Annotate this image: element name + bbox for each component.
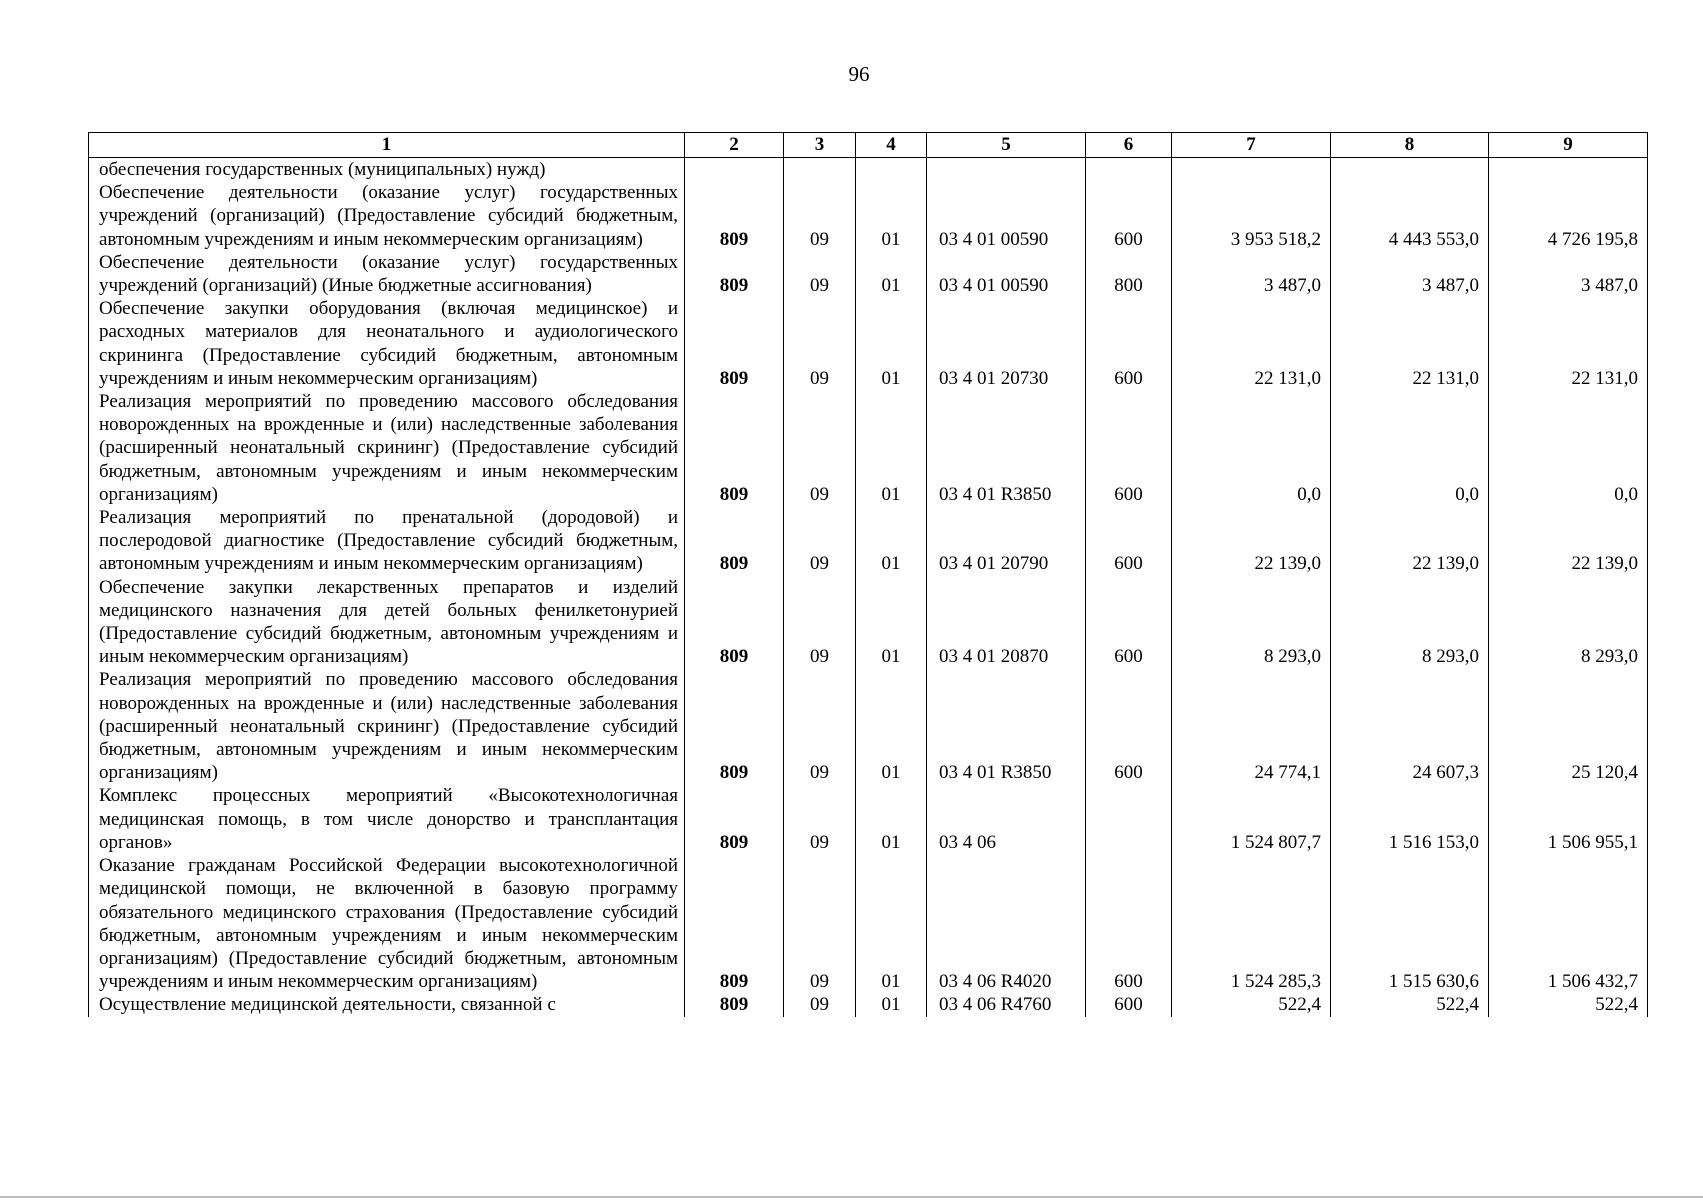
row-amount-year3-cell: 1 506 955,1 — [1489, 784, 1648, 854]
row-amount-year2-cell: 0,0 — [1331, 390, 1489, 506]
row-name-cell: обеспечения государственных (муниципальных) нужд) — [89, 158, 685, 182]
table-row — [89, 784, 1648, 854]
row-expense-type-cell: 600 — [1086, 854, 1172, 993]
row-target-article-cell: 03 4 06 — [927, 784, 1086, 854]
table-body — [89, 158, 1648, 1017]
table-row — [89, 297, 1648, 390]
table-row — [89, 854, 1648, 993]
row-amount-year3-cell: 4 726 195,8 — [1489, 181, 1648, 251]
table-row — [89, 506, 1648, 576]
row-section-cell: 09 — [784, 506, 856, 576]
row-amount-year2-cell — [1331, 158, 1489, 182]
row-ministry-cell: 809 — [685, 251, 784, 297]
header-col-7: 7 — [1172, 133, 1331, 158]
row-target-article-cell: 03 4 01 20870 — [927, 576, 1086, 669]
row-target-article-cell — [927, 158, 1086, 182]
row-name-cell: Оказание гражданам Российской Федерации высокотехнологичной медицинской помощи, не включенной в базовую программу обязательного медицинского страхования (Предоставление субсидий бюджетным, автономным учреждениям и иным некоммерческим организациям) (Предоставление субсидий бюджетным, автономным учреждениям и иным некоммерческим организациям) — [89, 854, 685, 993]
row-ministry-cell: 809 — [685, 181, 784, 251]
table-header-row — [89, 133, 1648, 158]
row-subsection-cell: 01 — [856, 251, 927, 297]
header-col-5: 5 — [927, 133, 1086, 158]
row-ministry-cell: 809 — [685, 576, 784, 669]
row-section-cell: 09 — [784, 854, 856, 993]
header-col-6: 6 — [1086, 133, 1172, 158]
row-name-cell: Обеспечение закупки оборудования (включая медицинское) и расходных материалов для неонатального и аудиологического скрининга (Предоставление субсидий бюджетным, автономным учреждениям и иным некоммерческим организациям) — [89, 297, 685, 390]
header-col-3: 3 — [784, 133, 856, 158]
row-amount-year3-cell: 0,0 — [1489, 390, 1648, 506]
row-section-cell: 09 — [784, 668, 856, 784]
row-amount-year1-cell: 3 953 518,2 — [1172, 181, 1331, 251]
row-subsection-cell: 01 — [856, 993, 927, 1016]
table-row — [89, 993, 1648, 1016]
row-amount-year2-cell: 1 516 153,0 — [1331, 784, 1489, 854]
table-row — [89, 576, 1648, 669]
table-row — [89, 390, 1648, 506]
row-expense-type-cell: 800 — [1086, 251, 1172, 297]
row-name-cell: Обеспечение закупки лекарственных препаратов и изделий медицинского назначения для детей больных фенилкетонурией (Предоставление субсидий бюджетным, автономным учреждениям и иным некоммерческим организациям) — [89, 576, 685, 669]
row-target-article-cell: 03 4 01 R3850 — [927, 390, 1086, 506]
row-ministry-cell: 809 — [685, 993, 784, 1016]
row-expense-type-cell: 600 — [1086, 993, 1172, 1016]
row-section-cell: 09 — [784, 181, 856, 251]
row-ministry-cell: 809 — [685, 297, 784, 390]
row-name-cell: Комплекс процессных мероприятий «Высокотехнологичная медицинская помощь, в том числе донорство и трансплантация органов» — [89, 784, 685, 854]
row-subsection-cell: 01 — [856, 181, 927, 251]
row-section-cell: 09 — [784, 993, 856, 1016]
row-target-article-cell: 03 4 01 R3850 — [927, 668, 1086, 784]
header-col-2: 2 — [685, 133, 784, 158]
row-subsection-cell: 01 — [856, 506, 927, 576]
row-amount-year2-cell: 1 515 630,6 — [1331, 854, 1489, 993]
header-col-1: 1 — [89, 133, 685, 158]
row-ministry-cell: 809 — [685, 506, 784, 576]
row-subsection-cell: 01 — [856, 297, 927, 390]
row-section-cell: 09 — [784, 297, 856, 390]
row-target-article-cell: 03 4 06 R4760 — [927, 993, 1086, 1016]
row-subsection-cell: 01 — [856, 668, 927, 784]
row-amount-year3-cell: 22 131,0 — [1489, 297, 1648, 390]
row-amount-year2-cell: 22 139,0 — [1331, 506, 1489, 576]
row-name-cell: Реализация мероприятий по проведению массового обследования новорожденных на врожденные и (или) наследственные заболевания (расширенный неонатальный скрининг) (Предоставление субсидий бюджетным, автономным учреждениям и иным некоммерческим организациям) — [89, 390, 685, 506]
row-expense-type-cell: 600 — [1086, 506, 1172, 576]
row-section-cell: 09 — [784, 390, 856, 506]
row-section-cell: 09 — [784, 576, 856, 669]
row-name-cell: Обеспечение деятельности (оказание услуг) государственных учреждений (организаций) (Иные бюджетные ассигнования) — [89, 251, 685, 297]
row-target-article-cell: 03 4 01 20790 — [927, 506, 1086, 576]
row-subsection-cell: 01 — [856, 390, 927, 506]
table-row — [89, 668, 1648, 784]
row-amount-year2-cell: 522,4 — [1331, 993, 1489, 1016]
row-section-cell — [784, 158, 856, 182]
row-section-cell: 09 — [784, 251, 856, 297]
row-amount-year2-cell: 4 443 553,0 — [1331, 181, 1489, 251]
row-amount-year1-cell: 24 774,1 — [1172, 668, 1331, 784]
row-amount-year2-cell: 3 487,0 — [1331, 251, 1489, 297]
row-ministry-cell — [685, 158, 784, 182]
row-name-cell: Реализация мероприятий по проведению массового обследования новорожденных на врожденные и (или) наследственные заболевания (расширенный неонатальный скрининг) (Предоставление субсидий бюджетным, автономным учреждениям и иным некоммерческим организациям) — [89, 668, 685, 784]
row-amount-year2-cell: 22 131,0 — [1331, 297, 1489, 390]
row-amount-year2-cell: 8 293,0 — [1331, 576, 1489, 669]
row-name-cell: Обеспечение деятельности (оказание услуг) государственных учреждений (организаций) (Предоставление субсидий бюджетным, автономным учреждениям и иным некоммерческим организациям) — [89, 181, 685, 251]
row-subsection-cell: 01 — [856, 576, 927, 669]
row-subsection-cell: 01 — [856, 784, 927, 854]
row-amount-year3-cell — [1489, 158, 1648, 182]
row-target-article-cell: 03 4 01 00590 — [927, 181, 1086, 251]
row-expense-type-cell: 600 — [1086, 181, 1172, 251]
header-col-4: 4 — [856, 133, 927, 158]
row-expense-type-cell: 600 — [1086, 297, 1172, 390]
table-row — [89, 181, 1648, 251]
scan-edge-line — [0, 1196, 1703, 1198]
row-name-cell: Реализация мероприятий по пренатальной (дородовой) и послеродовой диагностике (Предоставление субсидий бюджетным, автономным учреждениям и иным некоммерческим организациям) — [89, 506, 685, 576]
row-expense-type-cell: 600 — [1086, 668, 1172, 784]
header-col-8: 8 — [1331, 133, 1489, 158]
row-amount-year1-cell: 522,4 — [1172, 993, 1331, 1016]
row-amount-year3-cell: 25 120,4 — [1489, 668, 1648, 784]
row-ministry-cell: 809 — [685, 668, 784, 784]
row-amount-year3-cell: 8 293,0 — [1489, 576, 1648, 669]
row-expense-type-cell — [1086, 784, 1172, 854]
row-expense-type-cell — [1086, 158, 1172, 182]
row-expense-type-cell: 600 — [1086, 390, 1172, 506]
row-amount-year1-cell: 1 524 285,3 — [1172, 854, 1331, 993]
row-amount-year2-cell: 24 607,3 — [1331, 668, 1489, 784]
row-target-article-cell: 03 4 06 R4020 — [927, 854, 1086, 993]
row-amount-year3-cell: 522,4 — [1489, 993, 1648, 1016]
row-ministry-cell: 809 — [685, 390, 784, 506]
table-row — [89, 158, 1648, 182]
row-amount-year3-cell: 1 506 432,7 — [1489, 854, 1648, 993]
row-amount-year1-cell: 22 131,0 — [1172, 297, 1331, 390]
header-col-9: 9 — [1489, 133, 1648, 158]
row-amount-year1-cell: 1 524 807,7 — [1172, 784, 1331, 854]
row-amount-year1-cell: 0,0 — [1172, 390, 1331, 506]
row-amount-year1-cell: 8 293,0 — [1172, 576, 1331, 669]
table-row — [89, 251, 1648, 297]
row-section-cell: 09 — [784, 784, 856, 854]
page-number: 96 — [848, 62, 870, 86]
row-ministry-cell: 809 — [685, 784, 784, 854]
row-amount-year1-cell: 3 487,0 — [1172, 251, 1331, 297]
budget-table — [88, 132, 1648, 1017]
row-amount-year3-cell: 3 487,0 — [1489, 251, 1648, 297]
row-target-article-cell: 03 4 01 20730 — [927, 297, 1086, 390]
row-subsection-cell — [856, 158, 927, 182]
row-name-cell: Осуществление медицинской деятельности, связанной с — [89, 993, 685, 1016]
row-subsection-cell: 01 — [856, 854, 927, 993]
row-ministry-cell: 809 — [685, 854, 784, 993]
row-amount-year1-cell: 22 139,0 — [1172, 506, 1331, 576]
row-amount-year3-cell: 22 139,0 — [1489, 506, 1648, 576]
row-expense-type-cell: 600 — [1086, 576, 1172, 669]
row-target-article-cell: 03 4 01 00590 — [927, 251, 1086, 297]
row-amount-year1-cell — [1172, 158, 1331, 182]
